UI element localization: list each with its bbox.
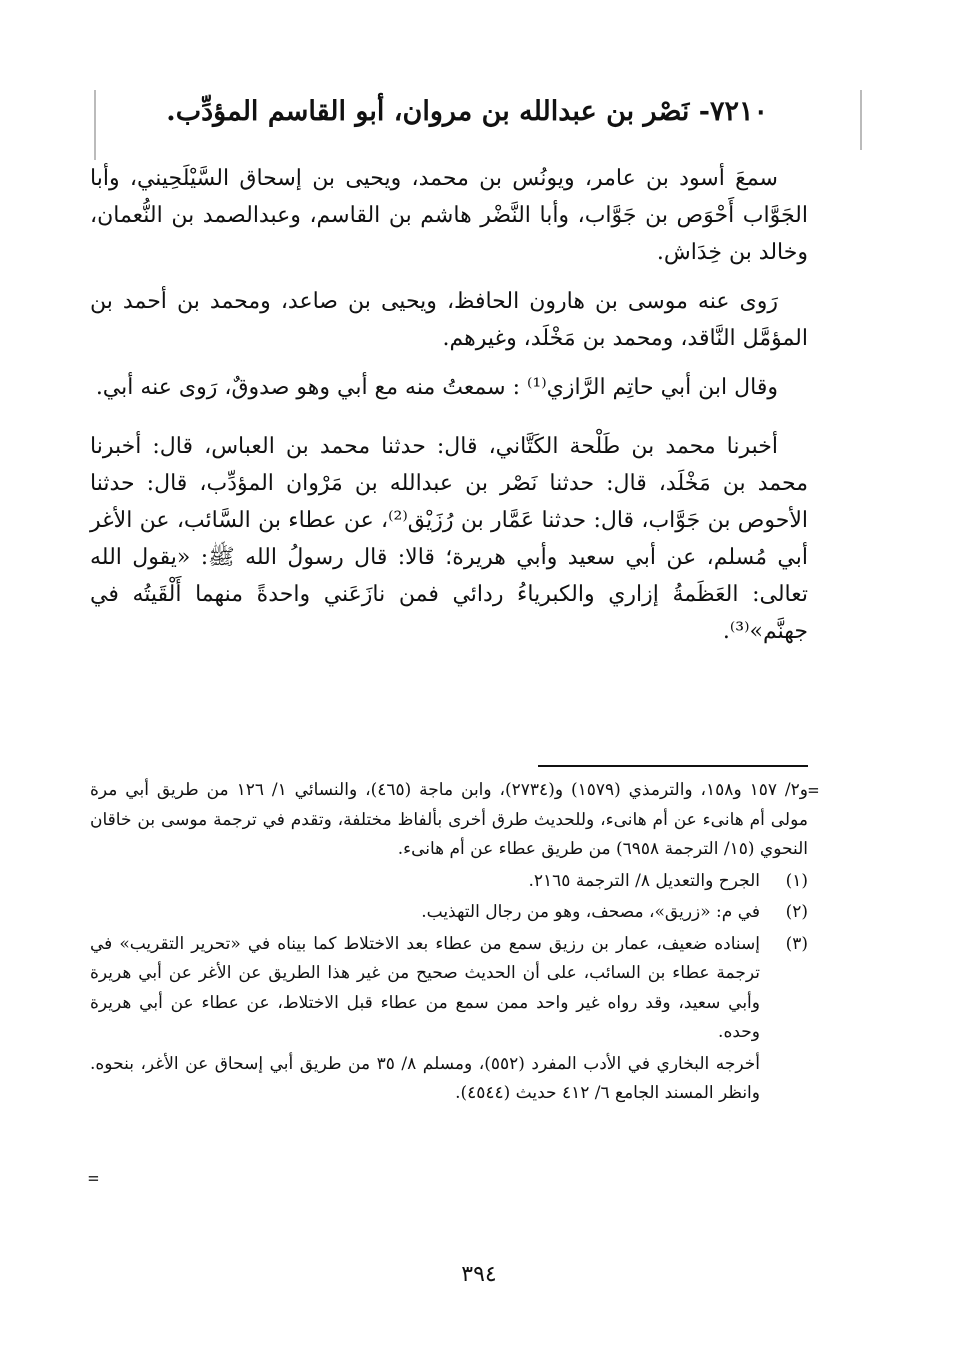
footnote-text: إسناده ضعيف، عمار بن رزيق سمع من عطاء بعد الاختلاط كما بيناه في «تحرير التقريب» في ترجمة عطاء بن السائب، على أن الحديث صحيح من غير هذا الطريق عن الأغر عن أبي هريرة وأبي سعيد، وقد رواه غير واحد ممن سمع من عطاء قبل الاختلاط، عن عطاء عن أبي هريرة وحده. <box>90 933 760 1042</box>
footnote-continuation-text: و٢/ ١٥٧ و١٥٨، والترمذي (١٥٧٩) و(٢٧٣٤)، وابن ماجة (٤٦٥)، والنسائي ١/ ١٢٦ من طريق أبي مرة مولى أم هانىء عن أم هانىء، وللحديث طرق أخرى بألفاظ مختلفة، وتقدم في ترجمة موسى بن خاقان النحوي (١٥/ الترجمة ٦٩٥٨) من طريق عطاء عن أم هانىء. <box>90 780 809 859</box>
paragraph-hadith: أخبرنا محمد بن طَلْحة الكَتَّاني، قال: حدثنا محمد بن العباس، قال: أخبرنا محمد بن مَخْلَد، قال: حدثنا نَصْر بن عبدالله بن مَرْوان المؤدِّب، قال: حدثنا الأحوص بن جَوَّاب، قال: حدثنا عَمَّار بن رُزَيْق⁽²⁾، عن عطاء بن السَّائب، عن الأغر أبي مُسلم، عن أبي سعيد وأبي هريرة؛ قالا: قال رسولُ الله ﷺ: «يقول الله تعالى: العَظَمةُ إزاري والكبرياءُ ردائي فمن نازَعَني واحدةً منهما أَلْقَيتُه في جهنَّم»⁽³⁾. <box>90 434 808 644</box>
footnote-continuation <box>90 776 808 865</box>
footnotes <box>90 776 808 1111</box>
scan-edge-mark <box>860 90 862 150</box>
footnote-3 <box>90 930 808 1048</box>
entry-title: ٧٢١٠- نَصْر بن عبدالله بن مروان، أبو القاسم المؤدِّب. <box>166 96 768 127</box>
page-number: ٣٩٤ <box>461 1262 497 1287</box>
continuation-mark: = <box>808 780 819 801</box>
footnote-text: أخرجه البخاري في الأدب المفرد (٥٥٢)، ومسلم ٨/ ٣٥ من طريق أبي إسحاق عن الأغر، بنحوه. وانظر المسند الجامع ٦/ ٤١٢ حديث (٤٥٤٤). <box>90 1053 760 1103</box>
final-continuation-mark: = <box>88 1168 99 1189</box>
footnote-divider <box>538 765 808 767</box>
paragraph-teachers: سمعَ أسود بن عامر، ويونُس بن محمد، ويحيى بن إسحاق السَّيْلَحِيني، وأبا الجَوَّاب أَحْوَص بن جَوَّاب، وأبا النَّضْر هاشم بن القاسم، وعبدالصمد بن النُّعمان، وخالد بن خِدَاش. <box>90 166 808 265</box>
paragraph-students: رَوى عنه موسى بن هارون الحافظ، ويحيى بن صاعد، ومحمد بن أحمد بن المؤمَّل النَّاقد، ومحمد بن مَخْلَد، وغيرهم. <box>90 289 808 351</box>
footnote-text: الجرح والتعديل ٨/ الترجمة ٢١٦٥. <box>528 870 760 891</box>
paragraph-assessment: وقال ابن أبي حاتِم الرَّازي⁽¹⁾ : سمعتُ منه مع أبي وهو صدوقٌ، رَوى عنه أبي. <box>95 375 778 400</box>
main-text <box>90 160 808 662</box>
footnote-3-continuation <box>90 1050 808 1109</box>
footnote-number: (٣) <box>785 933 808 954</box>
footnote-number: (١) <box>785 870 808 891</box>
scan-edge-mark <box>94 90 96 160</box>
footnote-1 <box>90 867 808 897</box>
footnote-number: (٢) <box>785 902 808 922</box>
footnote-2 <box>90 898 808 928</box>
footnote-text: في م: «زريق»، مصحف، وهو من رجال التهذيب. <box>421 902 760 922</box>
